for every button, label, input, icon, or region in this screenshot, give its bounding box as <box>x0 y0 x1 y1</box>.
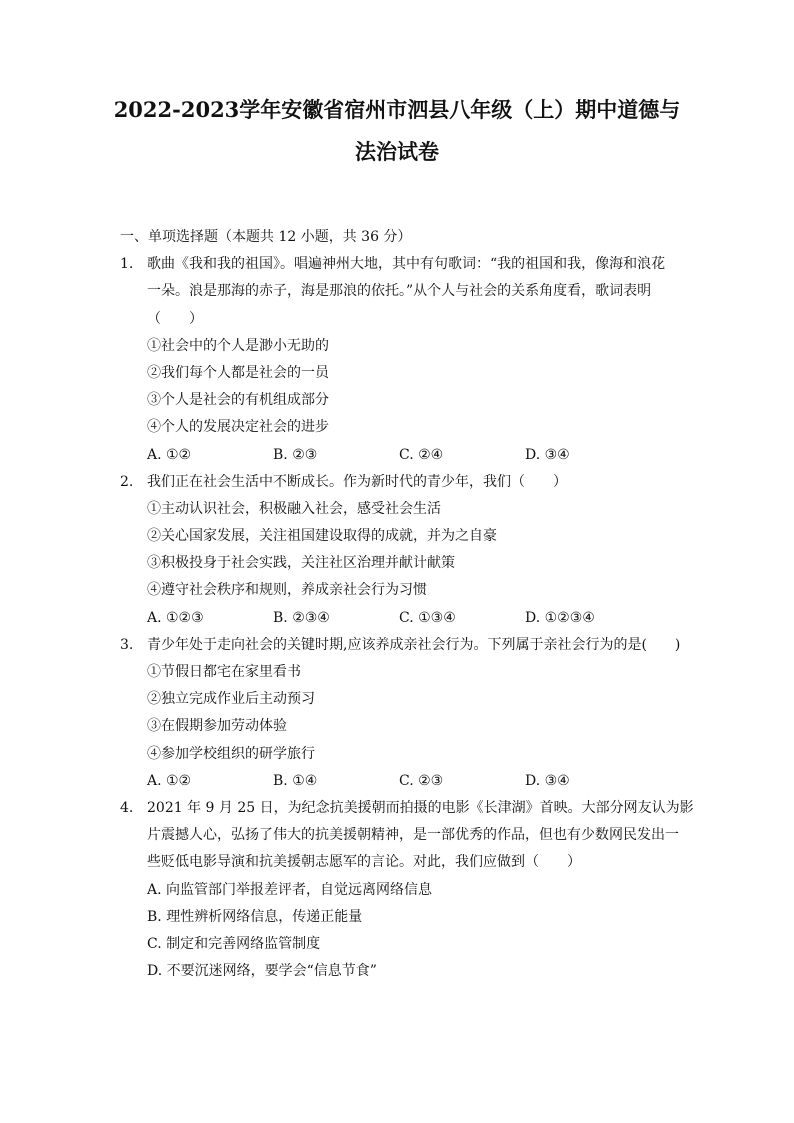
statement-1: ①社会中的个人是渺小无助的 <box>147 337 329 354</box>
statement-4: ④遵守社会秩序和规则，养成亲社会行为习惯 <box>147 582 427 599</box>
question-stem-line: 歌曲《我和我的祖国》。唱遍神州大地，其中有句歌词：“我的祖国和我，像海和浪花 <box>147 256 666 273</box>
exam-content <box>120 224 740 985</box>
statement-2: ②独立完成作业后主动预习 <box>147 691 315 708</box>
question-4 <box>120 795 740 985</box>
statement-3: ③积极投身于社会实践，关注社区治理并献计献策 <box>147 555 455 572</box>
options-row <box>120 605 740 632</box>
option-a: A. ①②③ <box>147 609 204 626</box>
question-stem-first-line <box>120 469 740 496</box>
option-a: A. ①② <box>147 446 192 463</box>
question-1 <box>120 251 740 469</box>
option-b: B. ②③ <box>273 446 318 463</box>
question-2 <box>120 469 740 632</box>
statement-2: ②我们每个人都是社会的一员 <box>147 364 329 381</box>
section-heading: 一、单项选择题（本题共 12 小题，共 36 分） <box>120 229 412 245</box>
option-b: B. ①④ <box>273 772 318 789</box>
question-stem-line: 片震撼人心，弘扬了伟大的抗美援朝精神，是一部优秀的作品，但也有少数网民发出一 <box>147 827 679 844</box>
title-line-1: 2022-2023学年安徽省宿州市泗县八年级（上）期中道德与 <box>113 97 681 122</box>
option-c: C. ①③④ <box>399 609 456 626</box>
title-line-2: 法治试卷 <box>355 139 439 164</box>
question-number: 1. <box>120 256 134 273</box>
question-stem-line: 我们正在社会生活中不断成长。作为新时代的青少年，我们（ ） <box>147 473 567 490</box>
option-d: D. ①②③④ <box>525 609 595 626</box>
statement-4: ④参加学校组织的研学旅行 <box>147 745 315 762</box>
option-a: A. 向监管部门举报差评者，自觉远离网络信息 <box>147 881 433 898</box>
option-c: C. 制定和完善网络监管制度 <box>147 935 321 952</box>
question-number: 3. <box>120 636 134 653</box>
option-d: D. ③④ <box>525 772 570 789</box>
question-3 <box>120 632 740 795</box>
options-row <box>120 442 740 469</box>
question-stem-line: 些贬低电影导演和抗美援朝志愿军的言论。对此，我们应做到（ ） <box>147 854 581 871</box>
statement-1: ①节假日都宅在家里看书 <box>147 664 301 680</box>
question-number: 4. <box>120 799 134 816</box>
question-stem-first-line <box>120 632 740 659</box>
statement-3: ③个人是社会的有机组成部分 <box>147 392 329 409</box>
option-c: C. ②③ <box>399 772 444 789</box>
statement-4: ④个人的发展决定社会的进步 <box>147 419 329 436</box>
question-stem-first-line <box>120 251 740 278</box>
statement-2: ②关心国家发展，关注祖国建设取得的成就，并为之自豪 <box>147 528 497 545</box>
question-stem-line: 青少年处于走向社会的关键时期,应该养成亲社会行为。下列属于亲社会行为的是( ) <box>147 636 681 653</box>
page-title <box>0 89 794 173</box>
option-a: A. ①② <box>147 772 192 789</box>
question-stem-line: 2021 年 9 月 25 日，为纪念抗美援朝而拍摄的电影《长津湖》首映。大部分网友认为影 <box>147 799 694 816</box>
option-d: D. ③④ <box>525 446 570 463</box>
statement-3: ③在假期参加劳动体验 <box>147 718 287 735</box>
option-b: B. 理性辨析网络信息，传递正能量 <box>147 908 363 925</box>
question-number: 2. <box>120 473 134 490</box>
option-b: B. ②③④ <box>273 609 330 626</box>
question-stem-first-line <box>120 795 740 822</box>
option-c: C. ②④ <box>399 446 444 463</box>
option-d: D. 不要沉迷网络，要学会“信息节食” <box>147 963 377 980</box>
statement-1: ①主动认识社会，积极融入社会，感受社会生活 <box>147 500 441 517</box>
options-row <box>120 768 740 795</box>
answer-blank: （ ） <box>147 310 203 327</box>
question-stem-line: 一朵。浪是那海的赤子，海是那浪的依托。”从个人与社会的关系角度看，歌词表明 <box>147 283 652 300</box>
